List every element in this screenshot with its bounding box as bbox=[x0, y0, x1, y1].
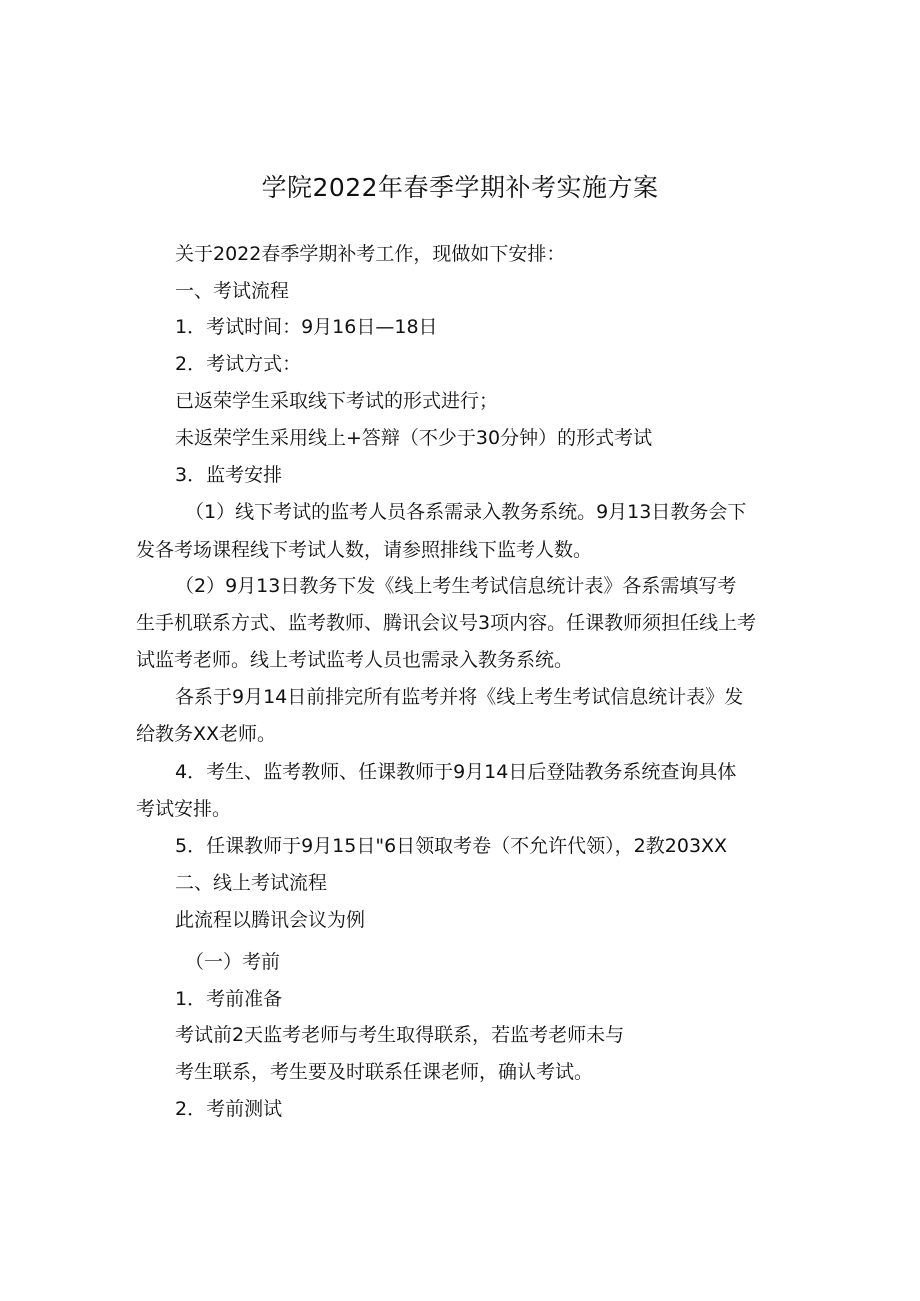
paragraph-line: （1）线下考试的监考人员各系需录入教务系统。9月13日教务会下 bbox=[185, 501, 747, 523]
paragraph-line: 考试安排。 bbox=[136, 798, 232, 820]
paragraph-line: 考生联系，考生要及时联系任课老师，确认考试。 bbox=[175, 1061, 594, 1083]
list-item: 3．监考安排 bbox=[175, 464, 283, 486]
intro-line: 关于2022春季学期补考工作，现做如下安排： bbox=[175, 243, 566, 265]
document-title: 学院2022年春季学期补考实施方案 bbox=[261, 173, 659, 202]
paragraph-line: 考试前2天监考老师与考生取得联系，若监考老师未与 bbox=[175, 1024, 625, 1046]
section-heading: 二、线上考试流程 bbox=[175, 872, 328, 894]
subsection-heading: （一）考前 bbox=[185, 951, 281, 973]
paragraph-line: 生手机联系方式、监考教师、腾讯会议号3项内容。任课教师须担任线上考 bbox=[136, 612, 757, 634]
paragraph-line: 此流程以腾讯会议为例 bbox=[175, 909, 366, 931]
list-item: 1．考前准备 bbox=[175, 988, 283, 1010]
list-item: 1．考试时间：9月16日—18日 bbox=[175, 316, 438, 338]
list-item: 4．考生、监考教师、任课教师于9月14日后登陆教务系统查询具体 bbox=[175, 761, 737, 783]
paragraph-line: 试监考老师。线上考试监考人员也需录入教务系统。 bbox=[136, 649, 574, 671]
list-item: 2．考前测试 bbox=[175, 1098, 283, 1120]
paragraph-line: 未返荣学生采用线上+答辩（不少于30分钟）的形式考试 bbox=[175, 427, 653, 449]
paragraph-line: （2）9月13日教务下发《线上考生考试信息统计表》各系需填写考 bbox=[175, 575, 737, 597]
section-heading: 一、考试流程 bbox=[175, 280, 290, 302]
paragraph-line: 各系于9月14日前排完所有监考并将《线上考生考试信息统计表》发 bbox=[175, 686, 744, 708]
paragraph-line: 发各考场课程线下考试人数，请参照排线下监考人数。 bbox=[136, 539, 593, 561]
paragraph-line: 给教务XX老师。 bbox=[136, 723, 277, 745]
list-item: 5．任课教师于9月15日"6日领取考卷（不允许代领），2教203XX bbox=[175, 835, 728, 857]
list-item: 2．考试方式： bbox=[175, 353, 302, 375]
paragraph-line: 已返荣学生采取线下考试的形式进行； bbox=[175, 390, 499, 412]
